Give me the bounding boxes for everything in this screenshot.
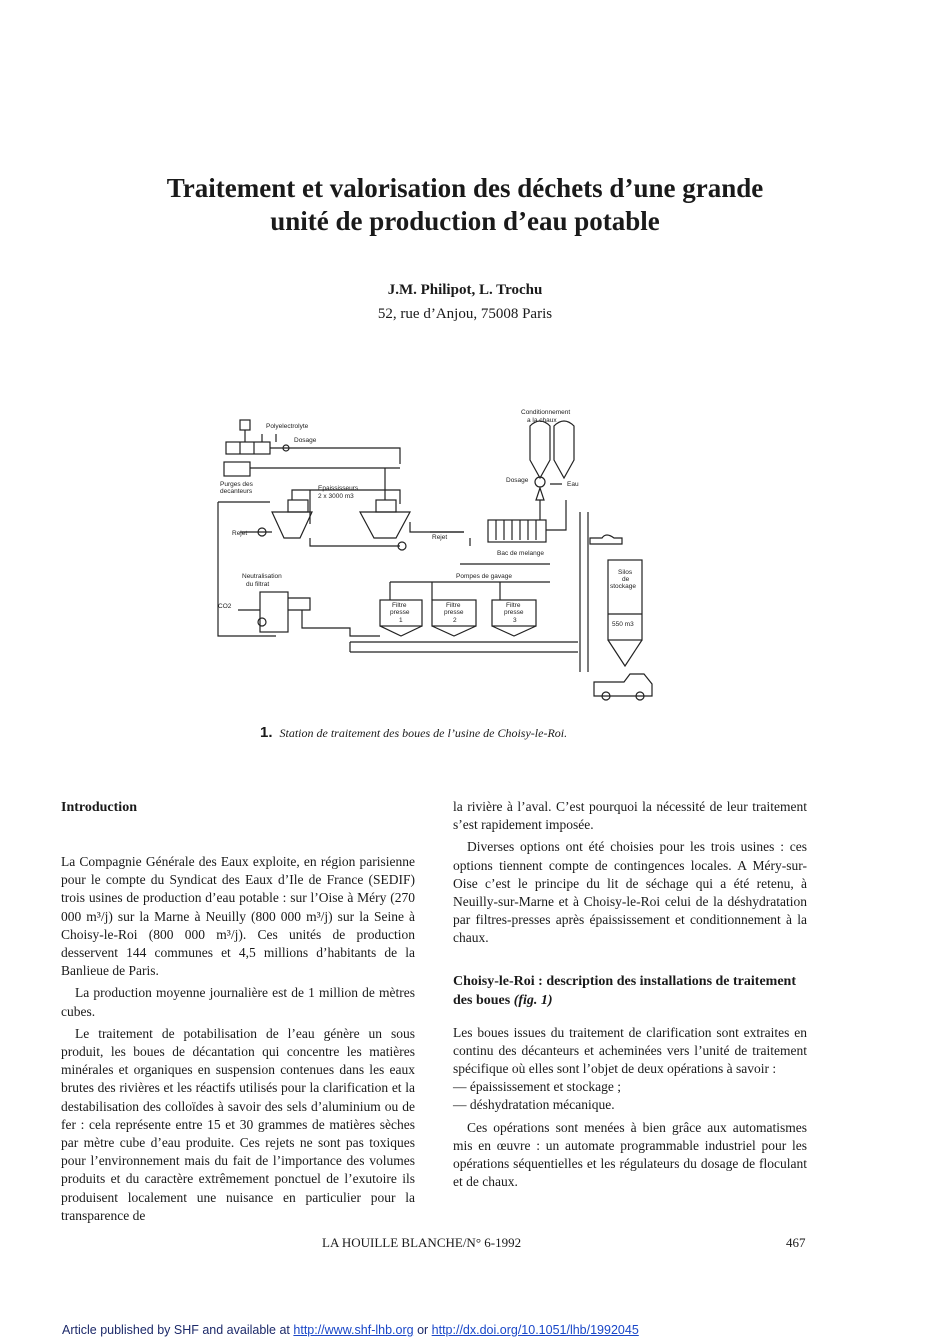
title-line-2: unité de production d’eau potable	[270, 206, 660, 236]
dosing-pumps	[226, 442, 270, 454]
process-diagram	[210, 404, 690, 709]
label-silos-2: de	[622, 576, 630, 583]
purges-box	[224, 462, 250, 476]
right-paragraph-2: Diverses options ont été choisies pour les trois usines : ces options tiennent compte de contingences locales. A Méry-sur-Oise c’est le principe du lit de séchage qui a été retenu, à Neuilly-sur-Marne et à Choisy-le-Roi celui de la déshydratation par filtres-presses après épaississement et conditionnement à la chaux.	[453, 839, 807, 946]
label-press-number-3: 3	[513, 617, 517, 624]
label-presse-1: presse	[390, 609, 410, 616]
label-filtre-1: Filtre	[392, 602, 407, 609]
label-press-number-2: 2	[453, 617, 457, 624]
label-eau: Eau	[567, 481, 579, 488]
list-item-1: — épaississement et stockage ;	[453, 1079, 621, 1095]
label-rejet-right: Rejet	[432, 534, 448, 541]
right-column	[453, 798, 807, 1191]
left-column	[61, 798, 415, 1225]
lime-silo-2	[554, 421, 574, 478]
mixing-tank	[488, 520, 546, 542]
doi-link[interactable]: http://dx.doi.org/10.1051/lhb/1992045	[431, 1323, 639, 1337]
figure-number: 1.	[260, 724, 273, 741]
label-pompes: Pompes de gavage	[456, 573, 513, 580]
label-silos-1: Silos	[618, 569, 633, 576]
label-a-la-chaux: a la chaux	[527, 417, 557, 424]
label-purges-1: Purges des	[220, 481, 253, 488]
label-neutralisation-2: du filtrat	[246, 581, 270, 588]
credit-prefix: Article published by SHF and available at	[62, 1323, 294, 1337]
label-silos-3: stockage	[610, 583, 637, 590]
label-dosage-right: Dosage	[506, 477, 529, 484]
shf-link[interactable]: http://www.shf-lhb.org	[293, 1323, 414, 1337]
right-paragraph-1: la rivière à l’aval. C’est pourquoi la nécessité de leur traitement s’est rapidement imposée.	[453, 799, 807, 833]
credit-middle: or	[413, 1323, 432, 1337]
truck	[594, 674, 652, 696]
label-press-number-1: 1	[399, 617, 403, 624]
section-heading-introduction: Introduction	[61, 800, 137, 815]
right-paragraph-4: Ces opérations sont menées à bien grâce aux automatismes mis en œuvre : un automate programmable industriel pour les opérations séquentielles et les régulateurs du dosage de floculant et de chaux.	[453, 1119, 807, 1190]
label-presse-2: presse	[444, 609, 464, 616]
label-rejet-left: Rejet	[232, 530, 248, 537]
lime-silo-1	[530, 421, 550, 478]
publication-credit	[62, 1323, 639, 1337]
label-filtre-2: Filtre	[446, 602, 461, 609]
title-line-1: Traitement et valorisation des déchets d’une grande	[166, 173, 764, 203]
section-heading-choisy-text: Choisy-le-Roi : description des installations de traitement des boues	[453, 973, 796, 1008]
label-volume: 2 x 3000 m3	[318, 493, 354, 500]
polyelectrolyte-tank	[240, 420, 250, 430]
thickener-1	[272, 512, 312, 538]
footer-journal: LA HOUILLE BLANCHE/N° 6-1992	[322, 1235, 522, 1250]
right-paragraph-3: Les boues issues du traitement de clarification sont extraites en continu des décanteurs et acheminées vers l’unité de traitement spécifique où elles sont l’objet de deux opérations à savoir :	[453, 1024, 807, 1077]
intro-paragraph-2: La production moyenne journalière est de 1 million de mètres cubes.	[61, 985, 415, 1019]
label-purges-2: decanteurs	[220, 488, 253, 495]
intro-paragraph-3: Le traitement de potabilisation de l’eau génère un sous produit, les boues de décantation qui concentre les matières minérales et organiques en suspension contenues dans les eaux brutes des rivières et les réactifs utilisés pour la clarification et la destabilisation des colloïdes à savoir des sels d’aluminium ou de fer : cela représente entre 15 et 30 grammes de matières sèches par mètre cube d’eau produite. Ces rejets ne sont pas toxiques pour l’environnement mais du fait de l’importance des volumes produits et du caractère extrêmement ponctuel de l’exutoire ils produisent localement une nuisance en particulier pour la transparence de	[61, 1025, 415, 1223]
figure-caption	[260, 724, 567, 741]
section-heading-fig-ref: (fig. 1)	[513, 992, 553, 1008]
address: 52, rue d’Anjou, 75008 Paris	[377, 306, 553, 322]
label-epaississeurs: Epaississeurs	[318, 485, 359, 492]
authors: J.M. Philipot, L. Trochu	[387, 282, 543, 298]
section-heading-choisy	[453, 972, 807, 1010]
label-filtre-3: Filtre	[506, 602, 521, 609]
footer-page-number: 467	[786, 1235, 806, 1250]
figure-caption-text: Station de traitement des boues de l’usine de Choisy-le-Roi.	[279, 726, 568, 740]
label-bac: Bac de melange	[497, 550, 544, 557]
label-co2: CO2	[218, 603, 232, 610]
label-dosage-top: Dosage	[294, 437, 317, 444]
thickener-2	[360, 512, 410, 538]
label-polyelectrolyte: Polyelectrolyte	[266, 423, 309, 430]
label-silo-volume: 550 m3	[612, 621, 634, 628]
label-neutralisation-1: Neutralisation	[242, 573, 282, 580]
list-item-2: — déshydratation mécanique.	[453, 1097, 615, 1113]
label-conditionnement: Conditionnement	[521, 409, 571, 416]
label-presse-3: presse	[504, 609, 524, 616]
intro-paragraph-1: La Compagnie Générale des Eaux exploite, en région parisienne pour le compte du Syndicat des Eaux d’Ile de France (SEDIF) trois usines de production d’eau potable : sur l’Oise à Méry (270 000 m³/j) sur la Marne à Neuilly (800 000 m³/j) sur la Seine à Choisy-le-Roi (800 000 m³/j). Ces unités de production desservent 144 communes et 4,5 millions d’habitants de la Banlieue de Paris.	[61, 854, 415, 979]
